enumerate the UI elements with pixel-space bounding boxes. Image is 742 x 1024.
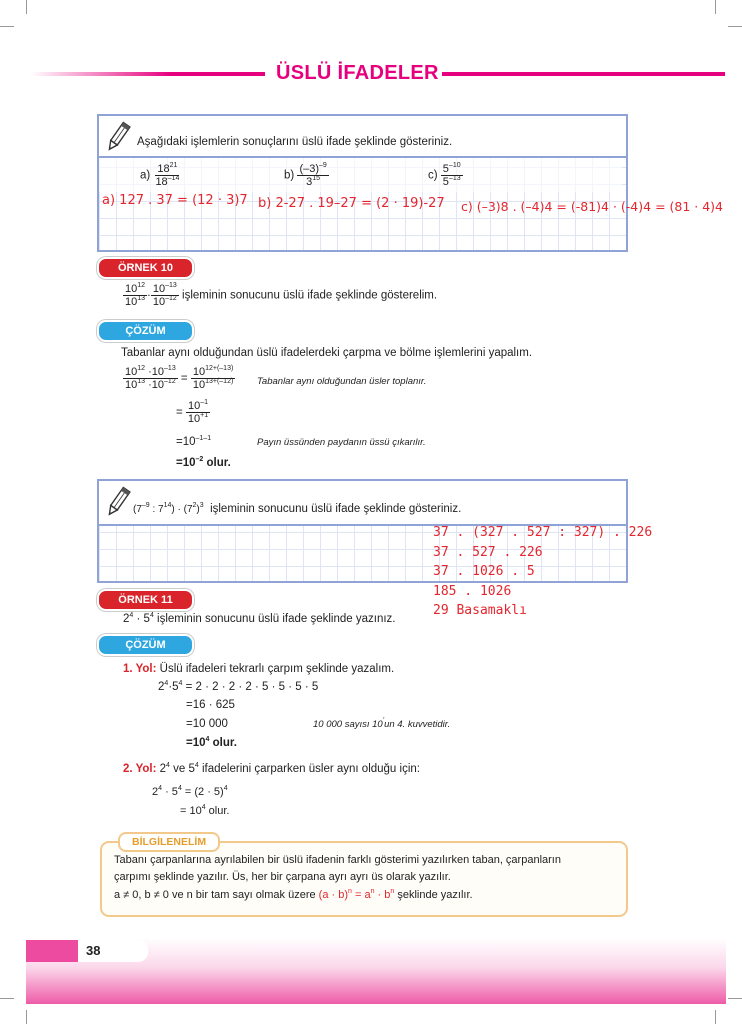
method-label: 1. Yol: (123, 663, 157, 675)
base: 10 (192, 366, 206, 378)
exponent: +1 (200, 412, 209, 419)
step-3-note: Payın üssünden paydanın üssü çıkarılır. (257, 437, 426, 448)
solution-11-line-3: =10 000 (186, 718, 228, 730)
exercise-2-answers (433, 523, 652, 621)
method-label: 2. Yol: (123, 763, 157, 775)
prompt-text: işleminin sonucunu üslü ifade şeklinde gösteriniz. (210, 503, 462, 515)
base: · 5 (133, 613, 150, 625)
fraction (153, 163, 181, 188)
crop-mark (0, 26, 14, 27)
base: 10 (125, 366, 138, 378)
expr-part: (7 (133, 504, 142, 515)
item-label: a) (140, 169, 151, 182)
exercise-1-item-c (428, 163, 463, 188)
denominator: 5 (442, 176, 449, 188)
exponent: 14 (163, 502, 172, 509)
base: 10 (152, 283, 166, 295)
solution-11-line-2: =16 · 625 (186, 699, 235, 711)
page-number: 38 (86, 943, 101, 958)
base: 2 (156, 763, 167, 775)
answer-line: 37 . 527 . 226 (433, 544, 543, 560)
exponent: –1–1 (195, 435, 212, 442)
exponent: –2 (195, 456, 204, 463)
formula: · b (374, 889, 391, 901)
expansion: = 2 · 2 · 2 · 2 · 5 · 5 · 5 · 5 (182, 681, 319, 693)
expr-part: : 7 (149, 504, 164, 515)
solution-10-step-3 (176, 436, 211, 448)
exponent: –9 (141, 502, 150, 509)
item-label: c) (428, 169, 438, 182)
answer-line: 185 . 1026 (433, 583, 512, 599)
base: =10 (176, 457, 196, 469)
fraction (297, 163, 328, 188)
pencil-icon (105, 120, 131, 154)
base: 10 (151, 366, 165, 378)
numerator: 18 (157, 163, 170, 175)
statement-text: işleminin sonucunu üslü ifade şeklinde yazınız. (153, 613, 396, 625)
example-11-badge: ÖRNEK 11 (97, 589, 194, 611)
exercise-1-item-b (284, 163, 329, 188)
solution-10-step-2: = $\frac{10^{-1}}{10^{+1}}$ (176, 399, 209, 425)
exponent: 4 (149, 612, 154, 619)
exponent: n (348, 888, 352, 895)
crop-mark (728, 998, 742, 999)
solution-10-intro: Tabanlar aynı olduğundan üslü ifadelerdeki çarpma ve bölme işlemlerini yapalım. (121, 347, 533, 359)
fraction (123, 283, 147, 308)
base: 2 (123, 613, 130, 625)
solution-11-line-1 (158, 681, 318, 693)
method-text: ifadelerini çarparken üsler aynı olduğu için: (198, 763, 420, 775)
info-line-2: çarpımı şeklinde yazılır. Üs, her bir çarpana ayrı ayrı üs olarak yazılır. (114, 871, 451, 883)
method-text: Üslü ifadeleri tekrarlı çarpım şeklinde yazalım. (156, 663, 395, 675)
fraction (441, 163, 463, 188)
exercise-1-item-a (140, 163, 181, 188)
fraction (151, 283, 179, 308)
expr-part: ) (196, 504, 200, 515)
base: ·5 (168, 681, 179, 693)
exercise-2-prompt (133, 503, 461, 515)
base: 10 (125, 283, 138, 295)
item-label: b) (284, 169, 295, 182)
header-rule-right (442, 72, 725, 76)
solution-10-step-4 (176, 457, 231, 469)
answer-line: 37 . (327 . 527 : 327) . 226 (433, 525, 653, 540)
exponent: 4 (164, 680, 169, 687)
exponent: ' (382, 717, 385, 724)
info-line-1: Tabanı çarpanlarına ayrılabilen bir üslü ifadenin farklı gösterimi yazılırken taban, çarpanların (114, 854, 561, 866)
base: = (2 · 5) (181, 786, 224, 798)
base: 10 (188, 400, 201, 412)
crop-mark (26, 0, 27, 14)
suffix: olur. (205, 805, 230, 817)
exponent: 21 (169, 162, 178, 169)
exponent: 4 (178, 680, 183, 687)
exercise-1-prompt: Aşağıdaki işlemlerin sonuçlarını üslü ifade şeklinde gösteriniz. (137, 136, 453, 148)
fraction: $\frac{10^{12} \cdot 10^{-13}}{10^{13} \cdot 10^{-12}}$ (125, 365, 176, 391)
example-10-badge: ÖRNEK 10 (97, 257, 194, 279)
info-text: şeklinde yazılır. (394, 889, 473, 901)
base: · 5 (162, 786, 178, 798)
crop-mark (26, 1010, 27, 1024)
exponent: n (390, 888, 395, 895)
exercise-box-2-header (99, 481, 626, 526)
exponent: 13+(–12) (205, 378, 234, 385)
expr-part: ) · (7 (171, 504, 193, 515)
answer-c: c) (–3)8 . (–4)4 = (-81)4 · (-4)4 = (81 · 4)4 (461, 199, 723, 214)
exponent: 4 (194, 762, 199, 769)
fraction (186, 400, 210, 425)
formula: = a (351, 889, 371, 901)
info-tag: BİLGİLENELİM (118, 832, 220, 852)
exponent: 4 (158, 785, 163, 792)
crop-mark (0, 998, 14, 999)
exponent: 15 (312, 175, 321, 182)
exponent: 12+(–13) (205, 365, 234, 372)
denominator: 3 (306, 176, 313, 188)
base: 10 (152, 296, 166, 308)
exponent: –13 (164, 365, 176, 372)
exponent: 4 (177, 785, 182, 792)
exponent: n (370, 888, 375, 895)
numerator: (–3) (299, 163, 319, 175)
exercise-box-1-header (99, 116, 626, 158)
exponent: 4 (166, 762, 170, 769)
solution-11-method-2 (123, 763, 420, 775)
exponent: –12 (165, 295, 177, 302)
example-10-statement: $\frac{10^{12}}{10^{13}}$ · $\frac{10^{-13}}{10^{-12}}$ işleminin sonucunu üslü ifade şeklinde gösterelim. (125, 282, 438, 308)
page-title: ÜSLÜ İFADELER (276, 62, 439, 84)
statement-text: işleminin sonucunu üslü ifade şeklinde gösterelim. (182, 289, 438, 302)
exponent: 4 (201, 804, 206, 811)
exponent: 13 (137, 378, 146, 385)
exponent: –12 (164, 378, 176, 385)
base: =10 (186, 737, 206, 749)
footer-tab-accent (26, 940, 78, 962)
exponent: 3 (199, 502, 204, 509)
crop-mark (715, 1010, 716, 1024)
step-1-note: Tabanlar aynı olduğundan üsler toplanır. (257, 376, 427, 387)
solution-11-method-1 (123, 663, 394, 675)
info-line-3 (114, 889, 473, 901)
solution-10-step-1: $\frac{10^{12} \cdot 10^{-13}}{10^{13} \cdot 10^{-12}}$ = $\frac{10^{12+(-13)}}{10^{13+(-12)}}$ (125, 365, 234, 391)
fraction (191, 366, 235, 391)
example-11-statement (123, 613, 395, 625)
exponent: –1 (200, 399, 209, 406)
crop-mark (715, 0, 716, 14)
exponent: 12 (137, 365, 146, 372)
base: =10 (176, 436, 196, 448)
line-3-note (313, 719, 450, 730)
base: 10 (125, 379, 138, 391)
exponent: 12 (137, 282, 146, 289)
pencil-icon (105, 485, 131, 519)
solution-11-line-4 (186, 737, 237, 749)
answer-a: a) 127 . 37 = (12 · 3)7 (102, 193, 248, 208)
note-text: un 4. kuvvetidir. (384, 719, 451, 730)
exponent: –13 (448, 175, 461, 182)
exponent: –13 (165, 282, 177, 289)
exponent: 4 (223, 785, 228, 792)
note-text: 10 000 sayısı 10 (313, 719, 383, 730)
base: 10 (151, 379, 165, 391)
header-rule-left (30, 72, 265, 76)
base: ve 5 (169, 763, 195, 775)
exponent: –14 (167, 175, 180, 182)
exponent: 4 (129, 612, 134, 619)
exponent: –9 (319, 162, 327, 169)
base: 10 (192, 379, 206, 391)
info-text: a ≠ 0, b ≠ 0 ve n bir tam sayı olmak üzere (114, 889, 319, 901)
suffix: olur. (203, 457, 231, 469)
denominator: 18 (155, 176, 168, 188)
base: 10 (187, 413, 201, 425)
solution-11-badge: ÇÖZÜM (97, 634, 194, 656)
suffix: olur. (209, 737, 237, 749)
formula: (a · b) (318, 889, 349, 901)
base: 10 (125, 296, 138, 308)
base: 2 (152, 786, 159, 798)
exponent: 13 (137, 295, 146, 302)
base: 2 (158, 681, 165, 693)
exercise-box-1 (97, 114, 628, 252)
exponent: –10 (448, 162, 461, 169)
crop-mark (728, 26, 742, 27)
solution-11-line-6 (180, 805, 229, 817)
numerator: 5 (442, 163, 449, 175)
answer-line: 37 . 1026 . 5 (433, 564, 535, 579)
base: = 10 (180, 805, 202, 817)
exponent: 4 (205, 736, 210, 743)
answer-line: 29 Basamaklı (433, 603, 527, 618)
solution-10-badge: ÇÖZÜM (97, 320, 194, 342)
exponent: 2 (192, 502, 197, 509)
solution-11-line-5 (152, 786, 228, 798)
answer-b: b) 2-27 . 19–27 = (2 · 19)-27 (258, 196, 445, 211)
